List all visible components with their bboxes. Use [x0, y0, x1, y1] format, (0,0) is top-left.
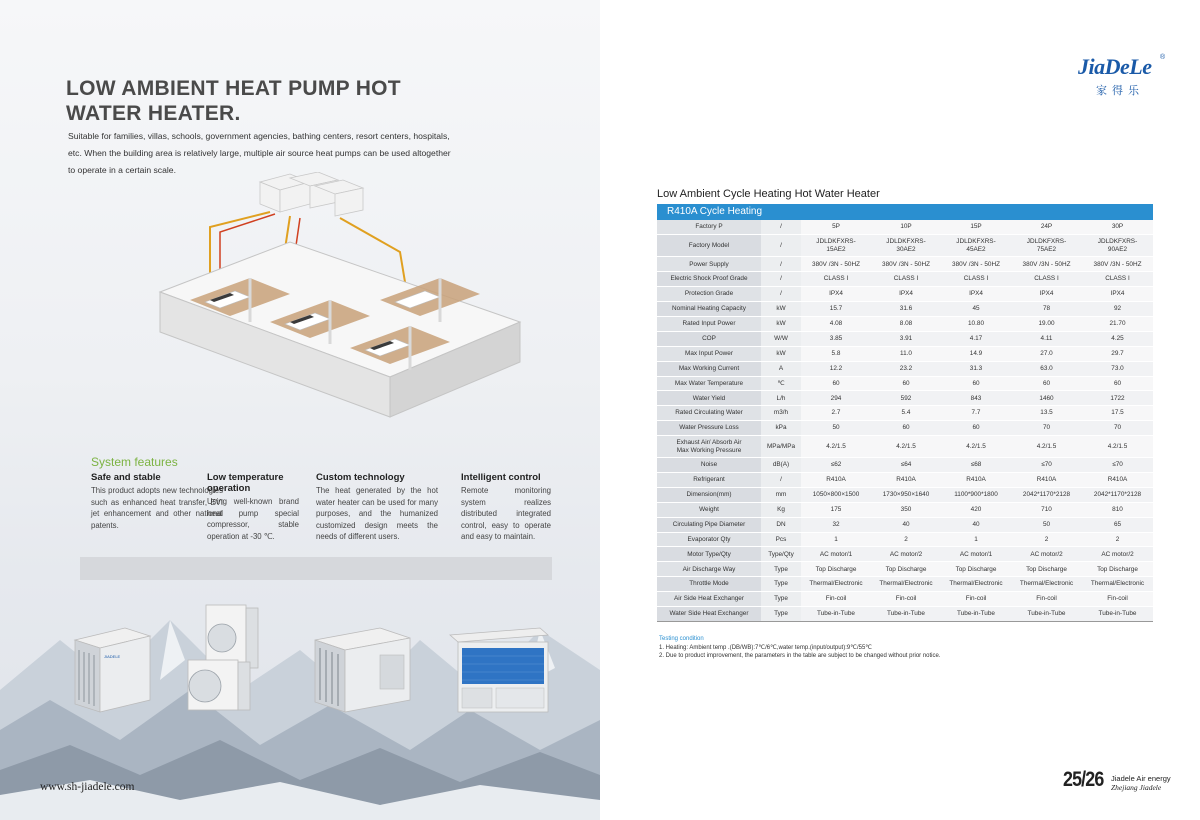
spec-label: Max Water Temperature [657, 376, 761, 391]
spec-row [657, 458, 1153, 473]
spec-label: Evaporator Qty [657, 532, 761, 547]
spec-value: JDLDKFXRS- 30AE2 [871, 235, 941, 257]
spec-row [657, 472, 1153, 487]
spec-row [657, 316, 1153, 331]
spec-value: 420 [941, 502, 1011, 517]
spec-unit: / [761, 472, 801, 487]
feature-low-temperature [207, 472, 299, 542]
spec-row [657, 562, 1153, 577]
spec-value: 4.2/1.5 [1082, 436, 1153, 458]
heat-pump-unit-medium [315, 628, 410, 712]
spec-value: Tube-in-Tube [801, 606, 871, 621]
spec-unit: mm [761, 487, 801, 502]
spec-value: Fin-coil [871, 592, 941, 607]
spec-label: Motor Type/Qty [657, 547, 761, 562]
spec-value: AC motor/1 [801, 547, 871, 562]
spec-value: 14.9 [941, 346, 1011, 361]
spec-value: AC motor/2 [1082, 547, 1153, 562]
spec-label: Power Supply [657, 257, 761, 272]
registered-mark: ® [1160, 54, 1166, 61]
spec-value: JDLDKFXRS- 75AE2 [1011, 235, 1082, 257]
spec-value: 11.0 [871, 346, 941, 361]
notes-line-1: 1. Heating: Ambient temp .(DB/WB):7℃/6℃,water temp.(input/output):9℃/55℃ [659, 644, 873, 651]
spec-table-header: R410A Cycle Heating [657, 204, 1153, 220]
spec-value: 4.2/1.5 [801, 436, 871, 458]
spec-table-container [657, 204, 1153, 622]
heat-pump-unit-small [75, 628, 150, 712]
spec-row [657, 220, 1153, 235]
spec-value: Fin-coil [801, 592, 871, 607]
feature-intelligent-control [461, 472, 551, 543]
spec-value: Tube-in-Tube [1011, 606, 1082, 621]
spec-value: Top Discharge [1011, 562, 1082, 577]
spec-value: 2 [1011, 532, 1082, 547]
spec-value: 60 [941, 376, 1011, 391]
spec-value: IPX4 [1011, 287, 1082, 302]
spec-value: Fin-coil [1011, 592, 1082, 607]
features-title: System features [91, 455, 178, 469]
spec-value: Thermal/Electronic [1011, 577, 1082, 592]
spec-value: 4.2/1.5 [941, 436, 1011, 458]
spec-unit: kW [761, 302, 801, 317]
spec-value: 710 [1011, 502, 1082, 517]
spec-value: 2042*1170*2128 [1011, 487, 1082, 502]
spec-value: Top Discharge [871, 562, 941, 577]
spec-value: 3.91 [871, 331, 941, 346]
spec-value: ≤68 [941, 458, 1011, 473]
feature-title: Low temperature operation [207, 472, 284, 494]
spec-unit: / [761, 235, 801, 257]
house-cutaway-illustration [150, 172, 530, 432]
spec-value: 3.85 [801, 331, 871, 346]
spec-value: CLASS I [871, 272, 941, 287]
logo-wordmark: JiaDeLe [1078, 54, 1152, 79]
spec-value: IPX4 [1082, 287, 1153, 302]
spec-value: AC motor/2 [1011, 547, 1082, 562]
spec-row [657, 577, 1153, 592]
spec-label: Max Input Power [657, 346, 761, 361]
spec-value: ≤70 [1011, 458, 1082, 473]
spec-unit: ℃ [761, 376, 801, 391]
footer-brand-line-2: Zhejiang Jiadele [1111, 783, 1162, 792]
spec-value: 19.00 [1011, 316, 1082, 331]
spec-row [657, 532, 1153, 547]
website-url: www.sh-jiadele.com [40, 781, 135, 793]
spec-value: 4.11 [1011, 331, 1082, 346]
spec-value: R410A [1082, 472, 1153, 487]
spec-value: 10P [871, 220, 941, 235]
headline-line-2: WATER HEATER. [66, 102, 241, 125]
spec-value: Top Discharge [1082, 562, 1153, 577]
spec-value: 92 [1082, 302, 1153, 317]
spec-row [657, 547, 1153, 562]
spec-label: Exhaust Air/ Absorb Air Max Working Pressure [657, 436, 761, 458]
spec-value: 50 [1011, 517, 1082, 532]
spec-value: IPX4 [941, 287, 1011, 302]
spec-value: 810 [1082, 502, 1153, 517]
spec-unit: / [761, 287, 801, 302]
spec-value: 380V /3N - 50HZ [1011, 257, 1082, 272]
spec-value: 31.3 [941, 361, 1011, 376]
spec-value: 4.17 [941, 331, 1011, 346]
spec-value: 380V /3N - 50HZ [801, 257, 871, 272]
spec-value: 15P [941, 220, 1011, 235]
spec-value: 78 [1011, 302, 1082, 317]
feature-body: Using well-known brand heat pump special compressor, stable operation at -30 ℃. [207, 497, 299, 541]
heat-pump-unit-split [188, 605, 258, 710]
spec-value: 2.7 [801, 406, 871, 421]
spec-label: Factory Model [657, 235, 761, 257]
spec-label: Rated Input Power [657, 316, 761, 331]
svg-text:JIADELE: JIADELE [104, 654, 121, 659]
feature-title: Safe and stable [91, 472, 161, 483]
spec-row [657, 592, 1153, 607]
spec-label: Factory P [657, 220, 761, 235]
spec-value: 1100*900*1800 [941, 487, 1011, 502]
spec-value: 40 [871, 517, 941, 532]
spec-value: 21.70 [1082, 316, 1153, 331]
spec-value: R410A [801, 472, 871, 487]
spec-value: 2 [871, 532, 941, 547]
feature-body: This product adopts new technologies such as enhanced heat transfer, EVI jet enhancement and other national patents. [91, 486, 223, 530]
spec-unit: Type/Qty [761, 547, 801, 562]
spec-value: 1 [801, 532, 871, 547]
spec-unit: Type [761, 577, 801, 592]
footer-brand [1111, 774, 1171, 792]
spec-label: Air Side Heat Exchanger [657, 592, 761, 607]
spec-row [657, 502, 1153, 517]
feature-safe-stable [91, 472, 223, 531]
spec-value: 13.5 [1011, 406, 1082, 421]
spec-value: 50 [801, 421, 871, 436]
notes-line-2: 2. Due to product improvement, the parameters in the table are subject to be changed without prior notice. [659, 653, 941, 659]
logo-chinese: 家得乐 [1096, 84, 1144, 97]
spec-row [657, 272, 1153, 287]
spec-value: IPX4 [801, 287, 871, 302]
spec-label: Rated Circulating Water [657, 406, 761, 421]
spec-value: 380V /3N - 50HZ [1082, 257, 1153, 272]
spec-value: 2 [1082, 532, 1153, 547]
spec-table [657, 220, 1153, 622]
spec-value: 30P [1082, 220, 1153, 235]
spec-unit: A [761, 361, 801, 376]
spec-value: ≤64 [871, 458, 941, 473]
spec-value: 4.25 [1082, 331, 1153, 346]
spec-value: 2042*1170*2128 [1082, 487, 1153, 502]
spec-value: 1722 [1082, 391, 1153, 406]
spec-value: 1050×800×1500 [801, 487, 871, 502]
spec-value: AC motor/1 [941, 547, 1011, 562]
feature-body: Remote monitoring system realizes distributed integrated control, easy to operate and easy to maintain. [461, 486, 551, 541]
spec-unit: kW [761, 316, 801, 331]
spec-value: Thermal/Electronic [941, 577, 1011, 592]
spec-value: 12.2 [801, 361, 871, 376]
divider-band [80, 557, 552, 580]
spec-unit: W/W [761, 331, 801, 346]
spec-value: CLASS I [1082, 272, 1153, 287]
spec-value: CLASS I [941, 272, 1011, 287]
spec-value: 380V /3N - 50HZ [941, 257, 1011, 272]
spec-value: Thermal/Electronic [871, 577, 941, 592]
spec-unit: kW [761, 346, 801, 361]
spec-value: 1460 [1011, 391, 1082, 406]
spec-row [657, 487, 1153, 502]
spec-row [657, 421, 1153, 436]
spec-value: 60 [871, 376, 941, 391]
spec-value: R410A [941, 472, 1011, 487]
notes-title: Testing condition [659, 636, 704, 642]
spec-value: 4.08 [801, 316, 871, 331]
spec-value: 15.7 [801, 302, 871, 317]
spec-value: 1730×950×1640 [871, 487, 941, 502]
spec-row [657, 436, 1153, 458]
testing-notes [659, 635, 1139, 661]
spec-label: Circulating Pipe Diameter [657, 517, 761, 532]
spec-value: 8.08 [871, 316, 941, 331]
spec-row [657, 406, 1153, 421]
spec-value: 60 [871, 421, 941, 436]
spec-value: 1 [941, 532, 1011, 547]
spec-value: 60 [1082, 376, 1153, 391]
spec-value: 380V /3N - 50HZ [871, 257, 941, 272]
spec-unit: Type [761, 606, 801, 621]
spec-label: Throttle Mode [657, 577, 761, 592]
spec-value: 7.7 [941, 406, 1011, 421]
spec-value: 10.80 [941, 316, 1011, 331]
spec-value: 65 [1082, 517, 1153, 532]
spec-label: Electric Shock Proof Grade [657, 272, 761, 287]
heat-pump-units-illustration [0, 600, 600, 730]
spec-value: JDLDKFXRS- 90AE2 [1082, 235, 1153, 257]
spec-label: Water Side Heat Exchanger [657, 606, 761, 621]
table-title: Low Ambient Cycle Heating Hot Water Heater [657, 188, 880, 200]
spec-label: Water Pressure Loss [657, 421, 761, 436]
spec-unit: kPa [761, 421, 801, 436]
spec-value: 70 [1082, 421, 1153, 436]
intro-paragraph: Suitable for families, villas, schools, government agencies, bathing centers, resort centers, hospitals, etc. When the building area is relatively large, multiple air source heat pumps can be used altogether to operate in a certain scale. [68, 131, 451, 175]
spec-value: Thermal/Electronic [801, 577, 871, 592]
spec-unit: Kg [761, 502, 801, 517]
spec-row [657, 606, 1153, 621]
spec-value: 17.5 [1082, 406, 1153, 421]
spec-value: 5.8 [801, 346, 871, 361]
spec-value: R410A [1011, 472, 1082, 487]
spec-value: 63.0 [1011, 361, 1082, 376]
spec-value: Fin-coil [941, 592, 1011, 607]
spec-value: 29.7 [1082, 346, 1153, 361]
spec-value: Top Discharge [941, 562, 1011, 577]
spec-value: Tube-in-Tube [1082, 606, 1153, 621]
spec-value: 45 [941, 302, 1011, 317]
spec-row [657, 257, 1153, 272]
right-page [600, 0, 1200, 820]
spec-value: ≤62 [801, 458, 871, 473]
feature-title: Custom technology [316, 472, 405, 483]
spec-value: Top Discharge [801, 562, 871, 577]
page-number: 25/26 [1063, 768, 1104, 791]
spec-value: Thermal/Electronic [1082, 577, 1153, 592]
feature-title: Intelligent control [461, 472, 541, 483]
spec-value: 31.6 [871, 302, 941, 317]
spec-row [657, 302, 1153, 317]
spec-label: Protection Grade [657, 287, 761, 302]
spec-value: Tube-in-Tube [871, 606, 941, 621]
spec-value: 60 [801, 376, 871, 391]
spec-label: Dimension(mm) [657, 487, 761, 502]
spec-row [657, 361, 1153, 376]
spec-row [657, 235, 1153, 257]
spec-value: 27.0 [1011, 346, 1082, 361]
headline-line-1: LOW AMBIENT HEAT PUMP HOT [66, 77, 401, 100]
spec-value: 5P [801, 220, 871, 235]
spec-unit: Type [761, 592, 801, 607]
spec-label: Weight [657, 502, 761, 517]
spec-value: 5.4 [871, 406, 941, 421]
spec-row [657, 346, 1153, 361]
spec-unit: / [761, 257, 801, 272]
spec-row [657, 517, 1153, 532]
spec-label: Noise [657, 458, 761, 473]
spec-value: Fin-coil [1082, 592, 1153, 607]
spec-value: JDLDKFXRS- 15AE2 [801, 235, 871, 257]
headline [66, 76, 486, 126]
heat-pump-unit-large [450, 628, 548, 712]
spec-unit: MPa/MPa [761, 436, 801, 458]
spec-value: 294 [801, 391, 871, 406]
spec-row [657, 391, 1153, 406]
footer-brand-line-1: Jiadele Air energy [1111, 774, 1171, 783]
spec-unit: Type [761, 562, 801, 577]
spec-value: 4.2/1.5 [1011, 436, 1082, 458]
spec-value: 73.0 [1082, 361, 1153, 376]
spec-value: 175 [801, 502, 871, 517]
spec-row [657, 331, 1153, 346]
spec-value: 4.2/1.5 [871, 436, 941, 458]
spec-unit: Pcs [761, 532, 801, 547]
spec-value: ≤70 [1082, 458, 1153, 473]
spec-value: 60 [941, 421, 1011, 436]
spec-value: 32 [801, 517, 871, 532]
spec-value: R410A [871, 472, 941, 487]
spec-value: AC motor/2 [871, 547, 941, 562]
spec-value: 592 [871, 391, 941, 406]
spec-unit: dB(A) [761, 458, 801, 473]
spec-unit: / [761, 272, 801, 287]
spec-label: Water Yield [657, 391, 761, 406]
spec-row [657, 287, 1153, 302]
spec-value: JDLDKFXRS- 45AE2 [941, 235, 1011, 257]
spec-label: Max Working Current [657, 361, 761, 376]
brand-logo [1078, 56, 1178, 104]
spec-unit: / [761, 220, 801, 235]
spec-value: 23.2 [871, 361, 941, 376]
spec-label: Refrigerant [657, 472, 761, 487]
spec-value: 24P [1011, 220, 1082, 235]
spec-value: CLASS I [801, 272, 871, 287]
feature-custom-technology [316, 472, 438, 543]
spec-value: 70 [1011, 421, 1082, 436]
spec-label: COP [657, 331, 761, 346]
spec-row [657, 376, 1153, 391]
spec-value: Tube-in-Tube [941, 606, 1011, 621]
spec-value: 843 [941, 391, 1011, 406]
spec-value: CLASS I [1011, 272, 1082, 287]
spec-unit: m3/h [761, 406, 801, 421]
spec-value: IPX4 [871, 287, 941, 302]
spec-unit: L/h [761, 391, 801, 406]
feature-body: The heat generated by the hot water heater can be used for many purposes, and the humanized customized design meets the needs of different users. [316, 486, 438, 541]
spec-value: 40 [941, 517, 1011, 532]
spec-unit: DN [761, 517, 801, 532]
spec-label: Nominal Heating Capacity [657, 302, 761, 317]
spec-value: 60 [1011, 376, 1082, 391]
spec-value: 350 [871, 502, 941, 517]
spec-label: Air Discharge Way [657, 562, 761, 577]
